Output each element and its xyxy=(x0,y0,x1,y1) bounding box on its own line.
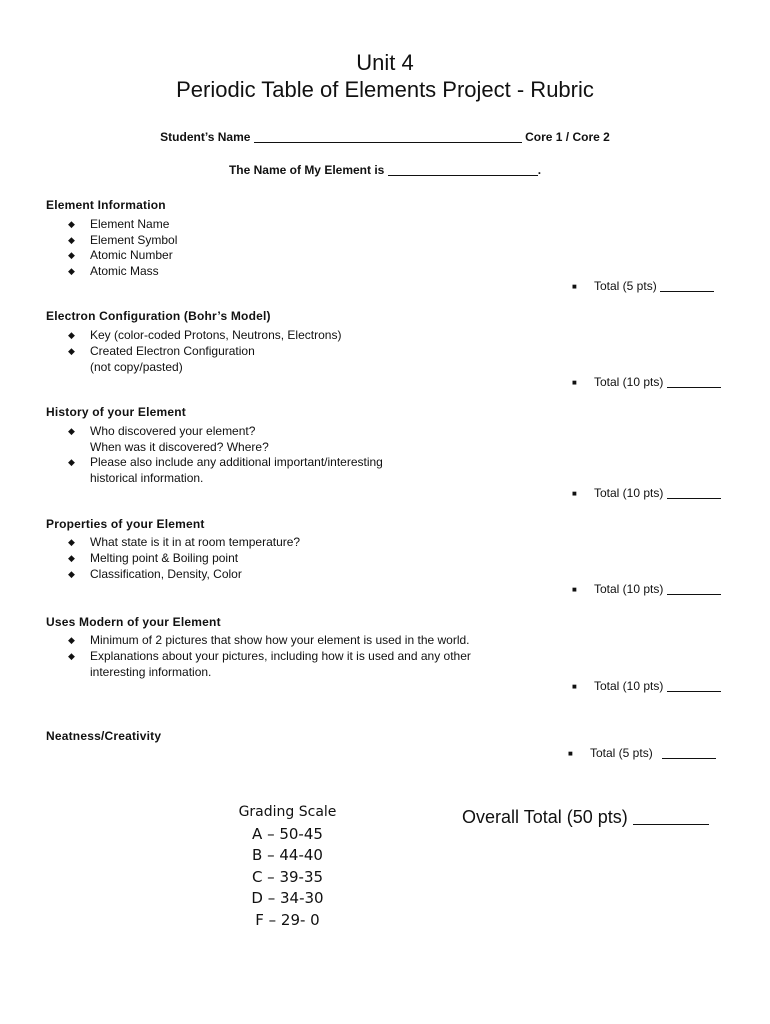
score-field[interactable] xyxy=(660,291,714,292)
score-field[interactable] xyxy=(667,691,721,692)
section-heading-element-information: Element Information xyxy=(46,198,166,212)
core-label: Core 1 / Core 2 xyxy=(525,130,610,144)
grading-scale xyxy=(210,802,365,931)
section-total: ■ Total (10 pts) xyxy=(572,375,721,389)
diamond-bullet-icon: ◆ xyxy=(68,426,75,436)
square-bullet-icon: ■ xyxy=(572,585,577,594)
list-item: ◆ Element Symbol xyxy=(68,233,178,247)
diamond-bullet-icon: ◆ xyxy=(68,250,75,260)
list-item: ◆ Element Name xyxy=(68,217,170,231)
diamond-bullet-icon: ◆ xyxy=(68,537,75,547)
diamond-bullet-icon: ◆ xyxy=(68,569,75,579)
square-bullet-icon: ■ xyxy=(572,489,577,498)
unit-title: Unit 4 xyxy=(356,50,414,75)
list-item: ◆ Classification, Density, Color xyxy=(68,567,242,581)
list-item: ◆ Explanations about your pictures, including how it is used and any other interesting information. xyxy=(68,649,471,679)
score-field[interactable] xyxy=(667,498,721,499)
grade-row: C – 39-35 xyxy=(251,867,324,886)
diamond-bullet-icon: ◆ xyxy=(68,457,75,467)
section-heading-neatness: Neatness/Creativity xyxy=(46,729,162,743)
section-heading-properties: Properties of your Element xyxy=(46,517,205,531)
diamond-bullet-icon: ◆ xyxy=(68,330,75,340)
element-name-line xyxy=(0,163,770,177)
grade-row: F – 29- 0 xyxy=(255,910,320,929)
section-total: ■ Total (5 pts) xyxy=(568,746,716,760)
list-item: ◆ Who discovered your element? When was it discovered? Where? xyxy=(68,424,269,454)
student-name-field[interactable] xyxy=(254,142,522,143)
section-total: ■ Total (10 pts) xyxy=(572,582,721,596)
square-bullet-icon: ■ xyxy=(568,749,573,758)
element-name-period: . xyxy=(537,163,542,177)
score-field[interactable] xyxy=(667,594,721,595)
diamond-bullet-icon: ◆ xyxy=(68,219,75,229)
square-bullet-icon: ■ xyxy=(572,282,577,291)
list-item: ◆ Melting point & Boiling point xyxy=(68,551,239,565)
diamond-bullet-icon: ◆ xyxy=(68,651,75,661)
list-item: ◆ Please also include any additional important/interesting historical information. xyxy=(68,455,383,485)
list-item: ◆ Minimum of 2 pictures that show how your element is used in the world. xyxy=(68,633,470,647)
element-name-label: The Name of My Element is xyxy=(228,163,385,177)
grade-row: D – 34-30 xyxy=(251,889,324,907)
diamond-bullet-icon: ◆ xyxy=(68,635,75,645)
element-name-field[interactable] xyxy=(388,175,538,176)
grade-row: B – 44-40 xyxy=(252,846,323,864)
grade-row: A – 50-45 xyxy=(252,824,323,843)
list-item: ◆ Created Electron Configuration (not copy/pasted) xyxy=(68,344,255,374)
list-item: ◆ Atomic Mass xyxy=(68,264,159,278)
score-field[interactable] xyxy=(667,387,721,388)
list-item: ◆ Atomic Number xyxy=(68,248,173,262)
grading-scale-title: Grading Scale xyxy=(238,804,337,820)
square-bullet-icon: ■ xyxy=(572,378,577,387)
overall-score-field[interactable] xyxy=(633,824,709,825)
diamond-bullet-icon: ◆ xyxy=(68,235,75,245)
score-field[interactable] xyxy=(662,758,716,759)
section-total: ■ Total (5 pts) xyxy=(572,279,714,293)
page-title: Periodic Table of Elements Project - Rubric xyxy=(176,77,594,102)
section-total: ■ Total (10 pts) xyxy=(572,679,721,693)
list-item: ◆ Key (color-coded Protons, Neutrons, Electrons) xyxy=(68,328,342,342)
student-name-line xyxy=(0,130,770,144)
list-item: ◆ What state is it in at room temperature? xyxy=(68,535,301,549)
diamond-bullet-icon: ◆ xyxy=(68,553,75,563)
overall-total: Overall Total (50 pts) xyxy=(462,807,709,828)
section-heading-uses: Uses Modern of your Element xyxy=(46,615,221,629)
diamond-bullet-icon: ◆ xyxy=(68,266,75,276)
student-name-label: Student’s Name xyxy=(160,130,251,144)
diamond-bullet-icon: ◆ xyxy=(68,346,75,356)
section-heading-electron-configuration: Electron Configuration (Bohr’s Model) xyxy=(46,309,271,323)
section-total: ■ Total (10 pts) xyxy=(572,486,721,500)
section-heading-history: History of your Element xyxy=(46,405,186,419)
square-bullet-icon: ■ xyxy=(572,682,577,691)
